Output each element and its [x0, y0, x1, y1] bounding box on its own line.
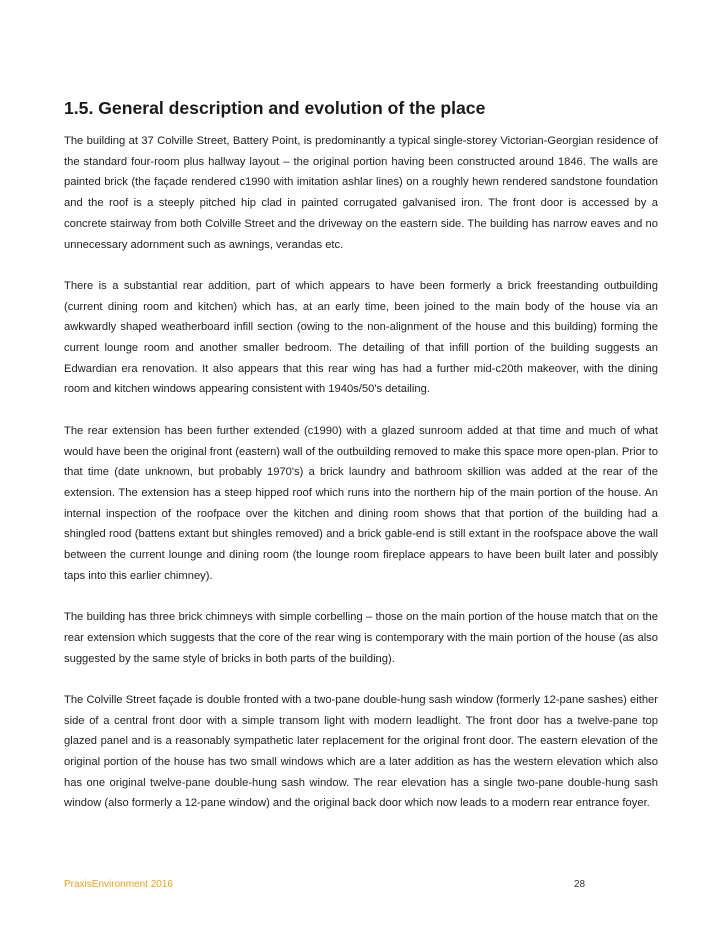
page-number: 28	[574, 879, 586, 890]
paragraph: The rear extension has been further extended (c1990) with a glazed sunroom added at that time and much of what would have been the original front (eastern) wall of the outbuilding removed to make this space more open-plan. Prior to that time (date unknown, but probably 1970's) a brick laundry and bathroom skillion was added at the rear of the extension. The extension has a steep hipped roof which runs into the northern hip of the main portion of the house. An internal inspection of the roofpace over the kitchen and dining room shows that that portion of the building had a shingled rood (battens extant but shingles removed) and a brick gable-end is still extant in the roofspace above the wall between the current lounge and dining room (the lounge room fireplace appears to have been built later and possibly taps into this earlier chimney).	[64, 424, 658, 582]
section-body	[64, 131, 658, 814]
paragraph: There is a substantial rear addition, part of which appears to have been formerly a brick freestanding outbuilding (current dining room and kitchen) which has, at an early time, been joined to the main body of the house via an awkwardly shaped weatherboard infill section (owing to the non-alignment of the house and this building) forming the current lounge room and another smaller bedroom. The detailing of that infill portion of the building suggests an Edwardian era renovation. It also appears that this rear wing has had a further mid-c20th makeover, with the dining room and kitchen windows appearing consistent with 1940s/50's detailing.	[64, 279, 658, 396]
section-heading: 1.5. General description and evolution of the place	[64, 98, 486, 118]
paragraph: The building has three brick chimneys with simple corbelling – those on the main portion of the house match that on the rear extension which suggests that the core of the rear wing is contemporary with the main portion of the house (as also suggested by the same style of bricks in both parts of the building).	[64, 611, 658, 665]
footer-brand: PraxisEnvironment 2016	[64, 879, 173, 890]
paragraph: The building at 37 Colville Street, Battery Point, is predominantly a typical single-storey Victorian-Georgian residence of the standard four-room plus hallway layout – the original portion having been constructed around 1846. The walls are painted brick (the façade rendered c1990 with imitation ashlar lines) on a roughly hewn rendered sandstone foundation and the roof is a steeply pitched hip clad in painted corrugated galvanised iron. The front door is accessed by a concrete stairway from both Colville Street and the driveway on the eastern side. The building has narrow eaves and no unnecessary adornment such as awnings, verandas etc.	[64, 135, 658, 251]
paragraph: The Colville Street façade is double fronted with a two-pane double-hung sash window (formerly 12-pane sashes) either side of a central front door with a simple transom light with modern leadlight. The front door has a twelve-pane top glazed panel and is a reasonably sympathetic later replacement for the original front door. The eastern elevation of the original portion of the house has two small windows which are a later addition as has the western elevation which also has one original twelve-pane double-hung sash window. The rear elevation has a single two-pane double-hung sash window (also formerly a 12-pane window) and the original back door which now leads to a modern rear entrance foyer.	[64, 693, 658, 810]
